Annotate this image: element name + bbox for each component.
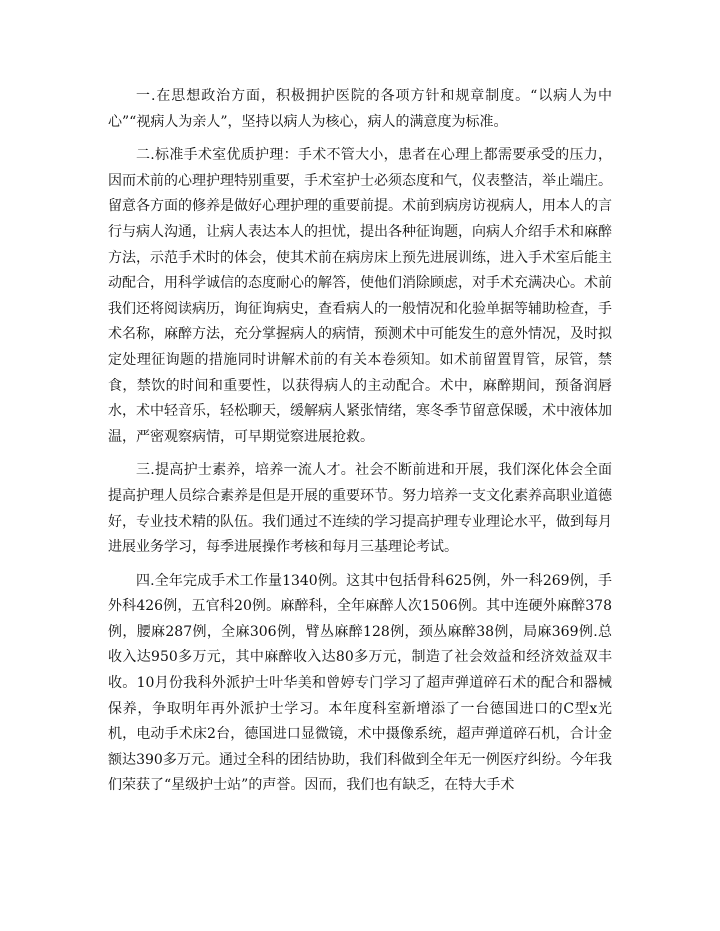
paragraph-nurse-quality: 三.提高护士素养，培养一流人才。社会不断前进和开展，我们深化体会全面提高护理人员综合素养是但是开展的重要环节。努力培养一支文化素养高职业道德好，专业技术精的队伍。我们通过不连续的学习提高护理专业理论水平，做到每月进展业务学习，每季进展操作考核和每月三基理论考试。 — [108, 462, 612, 556]
paragraph-standard-nursing: 二.标准手术室优质护理：手术不管大小，患者在心理上都需要承受的压力，因而术前的心理护理特别重要，手术室护士必须态度和气，仪表整洁，举止端庄。留意各方面的修养是做好心理护理的重要前提。术前到病房访视病人，用本人的言行与病人沟通，让病人表达本人的担忧，提出各种征询题，向病人介绍手术和麻醉方法，示范手术时的体会，使其术前在病房床上预先进展训练，进入手术室后能主动配合，用科学诚信的态度耐心的解答，使他们消除顾虑，对手术充满决心。术前我们还将阅读病历，询征询病史，查看病人的一般情况和化验单据等辅助检查，手术名称，麻醉方法，充分掌握病人的病情，预测术中可能发生的意外情况，及时拟定处理征询题的措施同时讲解术前的有关本卷须知。如术前留置胃管，尿管，禁食，禁饮的时间和重要性，以获得病人的主动配合。术中，麻醉期间，预备润唇水，术中轻音乐，轻松聊天，缓解病人紧张情绪，寒冬季节留意保暖，术中液体加温，严密观察病情，可早期觉察进展抢救。 — [108, 147, 612, 445]
paragraph-political-work: 一.在思想政治方面，积极拥护医院的各项方针和规章制度。“以病人为中心”“视病人为亲人”，坚持以病人为核心，病人的满意度为标准。 — [108, 88, 612, 130]
document-body — [108, 84, 612, 799]
paragraph-annual-workload: 四.全年完成手术工作量1340例。这其中包括骨科625例，外一科269例，手外科426例，五官科20例。麻醉科，全年麻醉人次1506例。其中连硬外麻醉378例，腰麻287例，全麻306例，臂丛麻醉128例，颈丛麻醉38例，局麻369例.总收入达950多万元，其中麻醉收入达80多万元，制造了社会效益和经济效益双丰收。10月份我科外派护士叶华美和曾婷专门学习了超声弹道碎石术的配合和器械保养，争取明年再外派护士学习。本年度科室新增添了一台德国进口的C型x光机，电动手术床2台，德国进口显微镜，术中摄像系统，超声弹道碎石机，合计金额达390多万元。通过全科的团结协助，我们科做到全年无一例医疗纠纷。今年我们荣获了“星级护士站”的声誉。因而，我们也有缺乏，在特大手术 — [108, 572, 612, 794]
